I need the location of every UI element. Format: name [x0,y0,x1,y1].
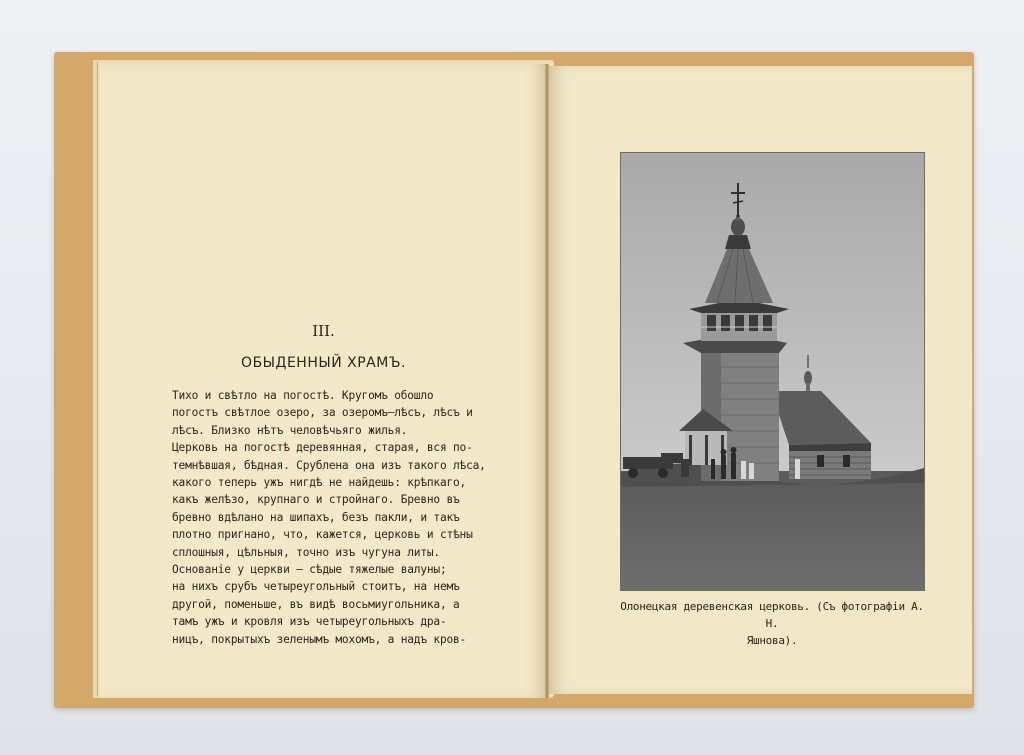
chapter-body-text [172,387,490,648]
text-line: темнѣвшая, бѣдная. Срублена она изъ такого лѣса, [172,458,486,472]
caption-line: Яшнова). [746,634,798,647]
text-line: лѣсъ. Близко нѣтъ человѣчьяго жилья. [172,423,408,437]
text-line: какого теперь ужъ нигдѣ не найдешь: крѣпкаго, [172,476,467,490]
church-photograph [620,152,925,591]
chapter-number: III. [312,322,335,340]
caption-line: Олонецкая деревенская церковь. (Съ фотографіи А. Н. [620,600,924,630]
wooden-church-illustration [621,153,924,590]
text-line: другой, поменьше, въ видѣ восьмиугольника, а [172,597,460,611]
text-line: Основаніе у церкви — сѣдые тяжелые валуны; [172,563,447,577]
photo-caption [612,598,932,649]
text-line: ницъ, покрытыхъ зеленымъ мохомъ, а надъ кров- [172,632,467,646]
text-line: плотно пригнано, что, кажется, церковь и стѣны [172,528,473,542]
text-line: на нихъ срубъ четыреугольный стоитъ, на немъ [172,580,460,594]
text-line: Церковь на погостѣ деревянная, старая, вся по- [172,441,473,455]
text-line: сплошныя, цѣльныя, точно изъ чугуна литы. [172,545,440,559]
text-line: тамъ ужъ и кровля изъ четыреугольныхъ дра- [172,615,447,629]
text-line: бревно вдѣлано на шипахъ, безъ пакли, и такъ [172,510,460,524]
text-line: Тихо и свѣтло на погостѣ. Кругомъ обошло [172,389,434,402]
text-line: какъ желѣзо, крупнаго и стройнаго. Бревно въ [172,493,460,507]
chapter-title: ОБЫДЕННЫЙ ХРАМЪ. [241,355,406,371]
text-line: погостъ свѣтлое озеро, за озеромъ—лѣсъ, лѣсъ и [172,406,473,420]
book-gutter [545,64,549,698]
